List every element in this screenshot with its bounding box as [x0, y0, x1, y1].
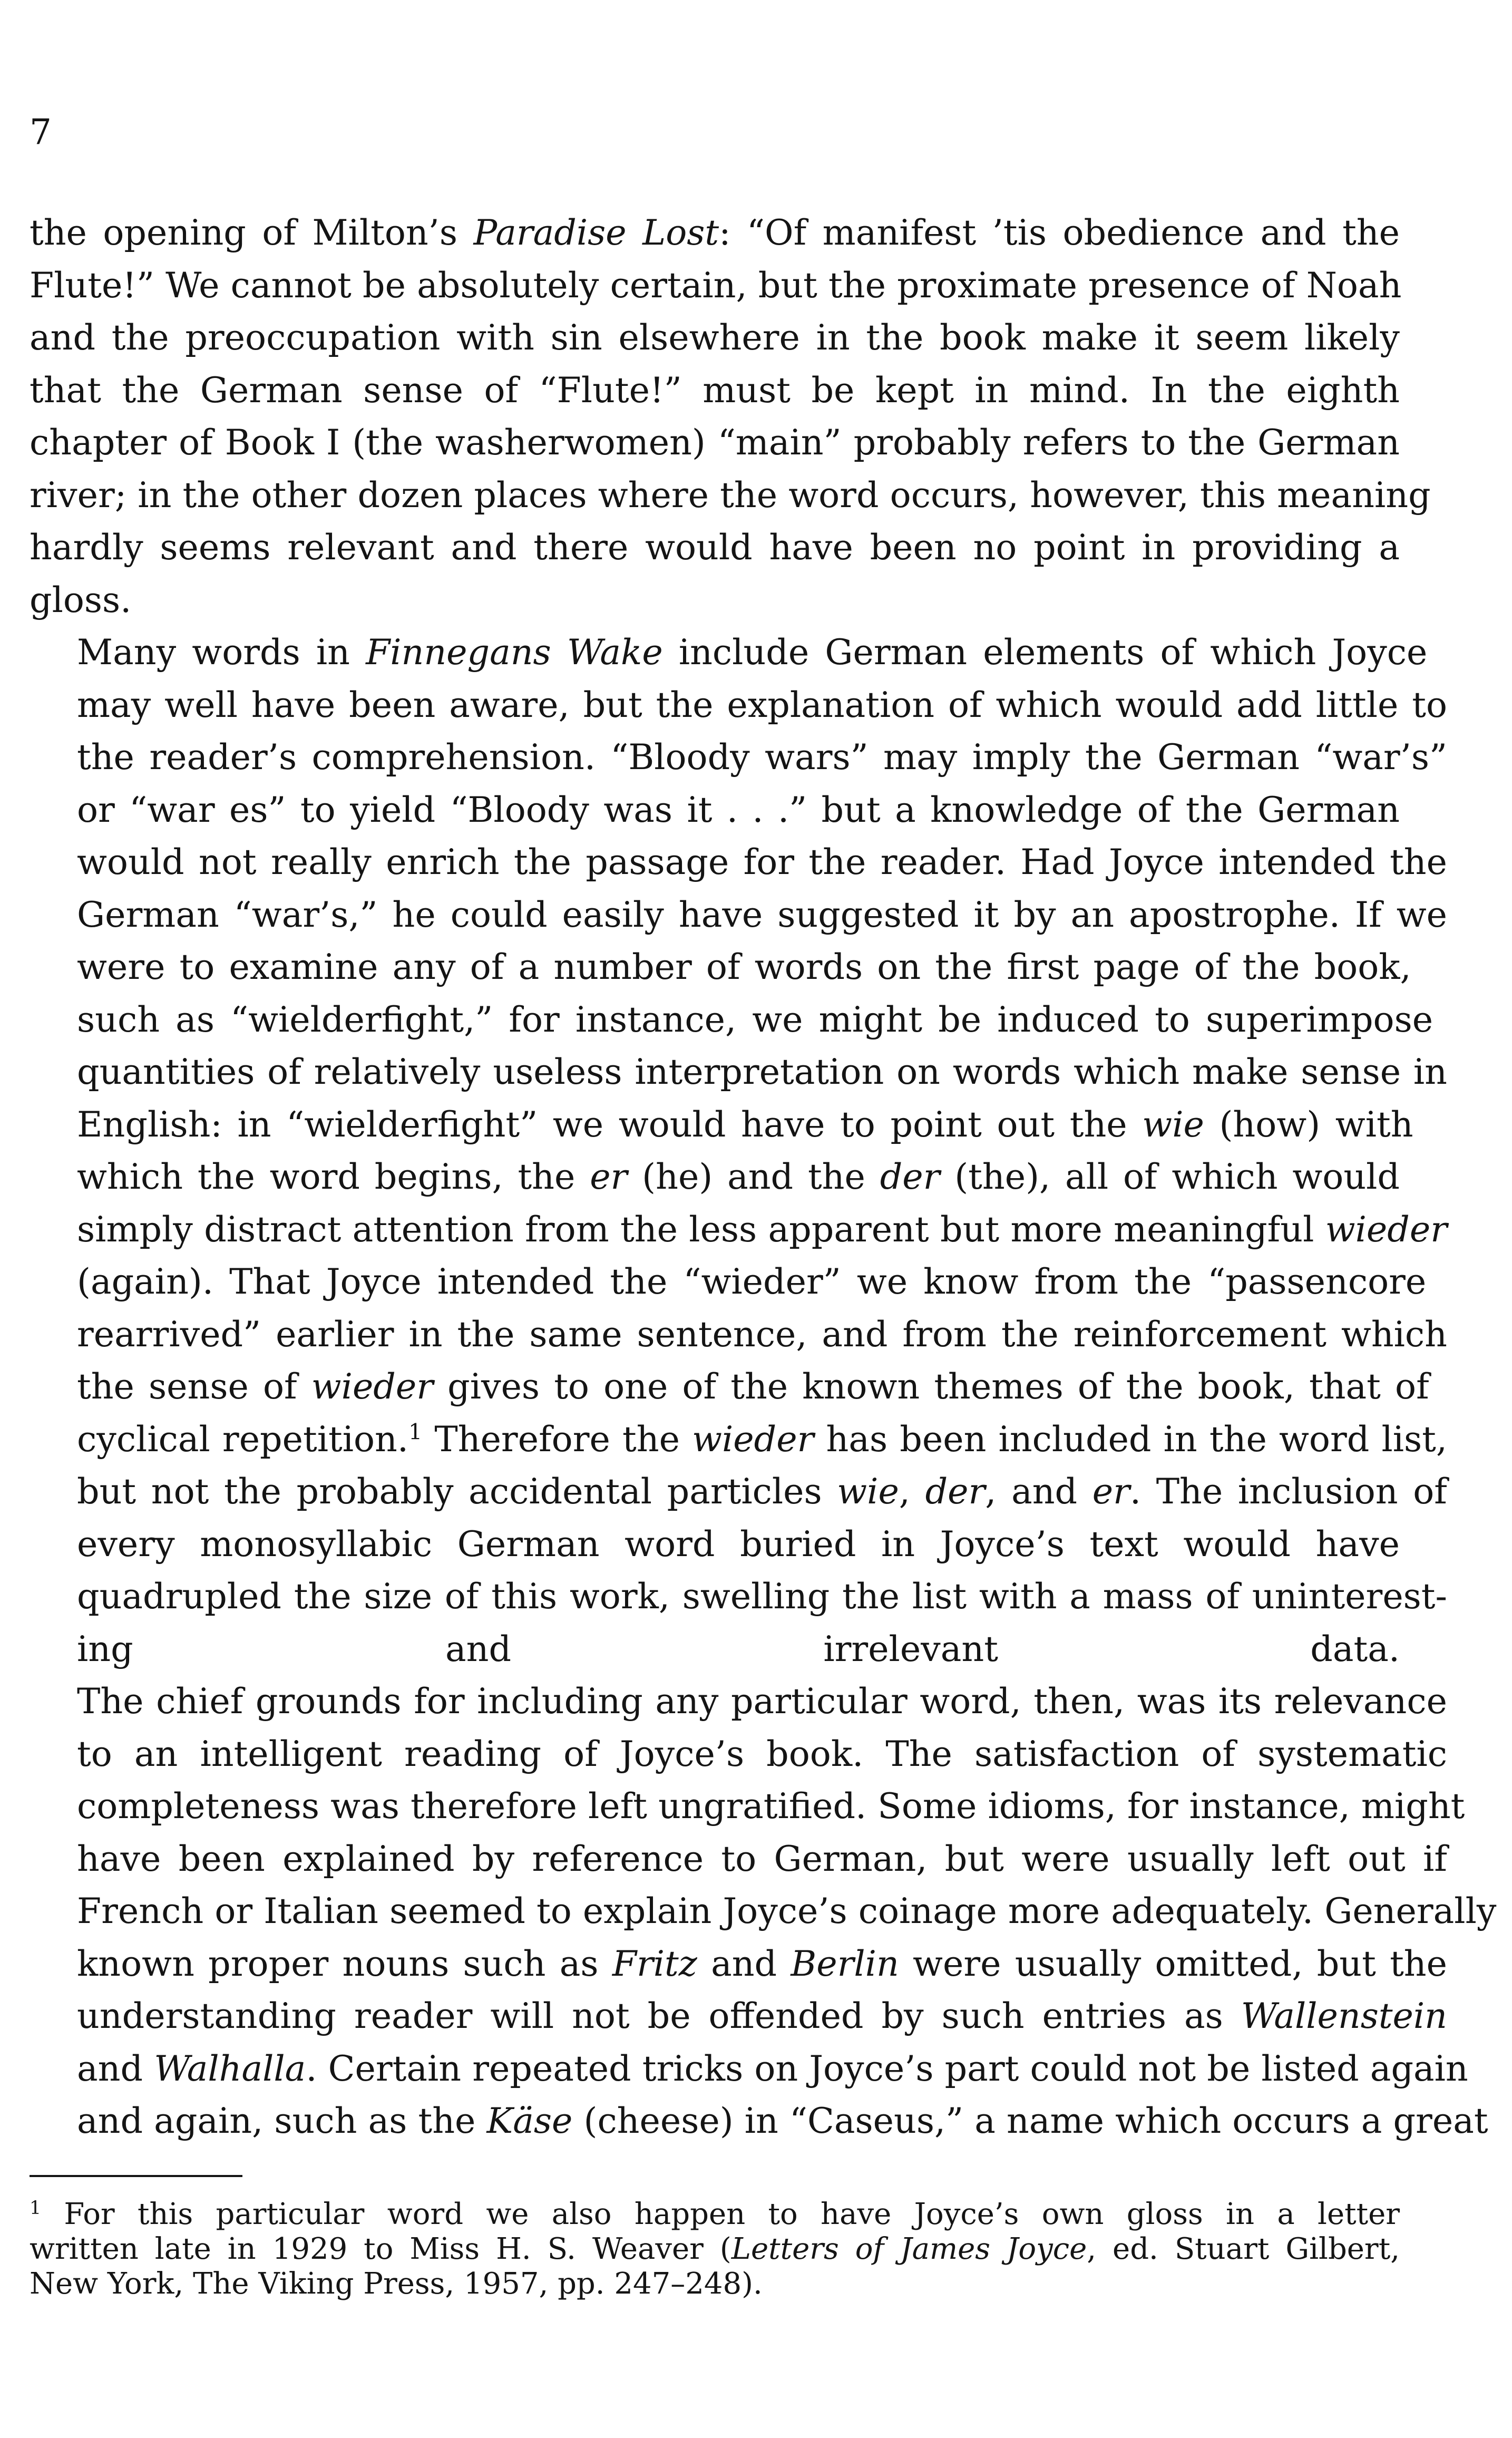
footnote-line: $^1$ For this particular word we also happen to have Joyce’s own gloss in a letter — [30, 2197, 1400, 2231]
text-line: or “war es” to yield “Bloody was it . . .” but a knowledge of the German — [77, 789, 1400, 830]
text-line: river; in the other dozen places where the word occurs, however, this meaning — [30, 474, 1431, 516]
text-line: The chief grounds for including any particular word, then, was its relevance — [77, 1681, 1447, 1722]
text-line: and again, such as the Käse (cheese) in “Caseus,” a name which occurs a great — [77, 2100, 1488, 2141]
text-line: would not really enrich the passage for the reader. Had Joyce intended the — [77, 841, 1447, 882]
text-line: such as “wielderfight,” for instance, we might be induced to superimpose — [77, 998, 1433, 1040]
text-line: were to examine any of a number of words on the first page of the book, — [77, 946, 1411, 987]
text-line: English: in “wielderfight” we would have to point out the wie (how) with — [77, 1103, 1413, 1145]
text-line: the sense of wieder gives to one of the known themes of the book, that of — [77, 1366, 1429, 1407]
paragraph — [30, 626, 1447, 1675]
text-line: and the preoccupation with sin elsewhere in the book make it seem likely — [30, 317, 1400, 358]
text-line: ing and irrelevant data. — [77, 1628, 1400, 1669]
text-line: but not the probably accidental particles wie, der, and er. The inclusion of — [77, 1471, 1447, 1512]
text-line: French or Italian seemed to explain Joyce’s coinage more adequately. Generally — [77, 1890, 1497, 1931]
text-line: that the German sense of “Flute!” must be kept in mind. In the eighth — [30, 369, 1400, 411]
text-line: understanding reader will not be offended by such entries as Wallenstein — [77, 1995, 1447, 2036]
footnote-rule — [30, 2175, 242, 2177]
text-line: cyclical repetition.$^1$ Therefore the wieder has been included in the word list, — [77, 1418, 1447, 1460]
paragraph — [30, 207, 1431, 626]
text-line: simply distract attention from the less apparent but more meaningful wieder — [77, 1208, 1447, 1250]
text-line: the reader’s comprehension. “Bloody wars” may imply the German “war’s” — [77, 736, 1447, 778]
footnote-line: written late in 1929 to Miss H. S. Weaver (Letters of James Joyce, ed. Stuart Gilbert, — [30, 2232, 1400, 2266]
footnote-line: New York, The Viking Press, 1957, pp. 247–248). — [30, 2267, 763, 2301]
text-line: German “war’s,” he could easily have suggested it by an apostrophe. If we — [77, 893, 1447, 935]
text-line: completeness was therefore left ungratified. Some idioms, for instance, might — [77, 1785, 1465, 1827]
text-line: may well have been aware, but the explanation of which would add little to — [77, 684, 1447, 725]
text-line: known proper nouns such as Fritz and Berlin were usually omitted, but the — [77, 1942, 1447, 1984]
text-line: rearrived” earlier in the same sentence, and from the reinforcement which — [77, 1313, 1447, 1355]
text-line: every monosyllabic German word buried in Joyce’s text would have — [77, 1523, 1400, 1565]
text-line: hardly seems relevant and there would have been no point in providing a — [30, 527, 1400, 568]
text-line: Flute!” We cannot be absolutely certain, but the proximate presence of Noah — [30, 264, 1402, 306]
footnote — [30, 2197, 1400, 2301]
text-line: chapter of Book I (the washerwomen) “main” probably refers to the German — [30, 422, 1400, 463]
text-line: have been explained by reference to German, but were usually left out if — [77, 1838, 1447, 1879]
paragraph — [30, 1675, 1497, 2148]
text-line: the opening of Milton’s Paradise Lost: “Of manifest ’tis obedience and the — [30, 212, 1400, 253]
page-number: 7 — [30, 112, 52, 152]
text-line: quadrupled the size of this work, swelling the list with a mass of uninterest- — [77, 1576, 1447, 1617]
text-line: quantities of relatively useless interpretation on words which make sense in — [77, 1051, 1447, 1092]
text-line: Many words in Finnegans Wake include German elements of which Joyce — [77, 632, 1428, 673]
text-line: (again). That Joyce intended the “wieder” we know from the “passencore — [77, 1261, 1427, 1302]
text-line: which the word begins, the er (he) and the der (the), all of which would — [77, 1156, 1400, 1197]
text-line: and Walhalla. Certain repeated tricks on Joyce’s part could not be listed again — [77, 2047, 1468, 2089]
text-line: to an intelligent reading of Joyce’s book. The satisfaction of systematic — [77, 1733, 1447, 1774]
body-text — [30, 207, 1497, 2148]
text-line: gloss. — [30, 579, 132, 620]
